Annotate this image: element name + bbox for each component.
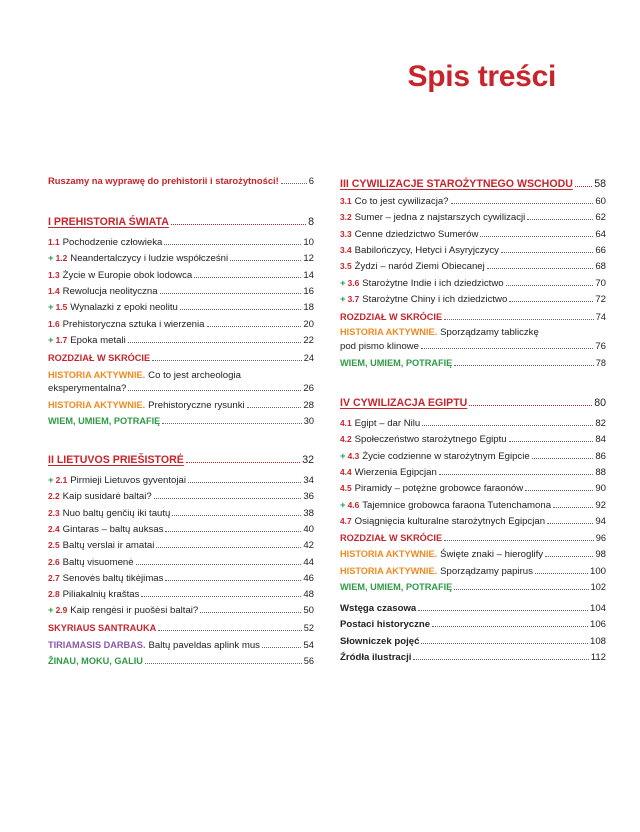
active-history-entry-4a[interactable] <box>340 548 606 561</box>
page-number: 44 <box>303 556 314 568</box>
page-number: 12 <box>303 253 314 265</box>
page-number: 96 <box>595 533 606 543</box>
dot-leader <box>164 244 301 245</box>
entry-number: 2.2 <box>48 491 60 502</box>
plus-icon: + <box>340 293 346 305</box>
dot-leader <box>418 610 588 611</box>
page-number: 84 <box>595 434 606 446</box>
entry-number: 2.9 <box>55 605 68 616</box>
entry-label: Wynalazki z epoki neolitu <box>70 302 178 314</box>
toc-entry[interactable] <box>48 252 314 265</box>
entry-number: 3.1 <box>340 196 352 206</box>
toc-entry[interactable] <box>340 260 606 273</box>
dot-leader <box>553 507 593 508</box>
entry-label: Wierzenia Egipcjan <box>354 466 437 478</box>
page-number: 66 <box>595 244 606 256</box>
entry-label: eksperymentalna? <box>48 383 127 394</box>
plus-icon: + <box>48 605 54 617</box>
page-number: 50 <box>303 605 314 617</box>
entry-label: WIEM, UMIEM, POTRAFIĘ <box>48 416 161 426</box>
entry-number: 4.4 <box>340 466 352 477</box>
entry-label: Cenne dziedzictwo Sumerów <box>354 228 479 240</box>
page-number: 72 <box>595 293 606 305</box>
page-number: 68 <box>595 261 606 273</box>
plus-icon: + <box>48 253 54 265</box>
active-history-tag: HISTORIA AKTYWNIE. <box>48 400 146 410</box>
toc-entry[interactable] <box>48 556 314 569</box>
dot-leader <box>487 268 594 269</box>
entry-number: 1.4 <box>48 285 60 296</box>
summary-label: SKYRIAUS SANTRAUKA <box>48 623 157 633</box>
page-number: 64 <box>595 228 606 240</box>
wiem-umiem-entry-3[interactable] <box>340 357 606 370</box>
wiem-umiem-entry-1[interactable] <box>48 415 314 428</box>
dot-leader <box>188 482 301 483</box>
dot-leader <box>165 531 301 532</box>
summary-label: ROZDZIAŁ W SKRÓCIE <box>48 353 151 363</box>
research-entry[interactable] <box>48 639 314 652</box>
toc-entry[interactable] <box>48 588 314 601</box>
dot-leader <box>262 647 301 648</box>
entry-label: Neandertalczycy i ludzie współcześni <box>70 253 229 265</box>
entry-label: pod pismo klinowe <box>340 341 419 352</box>
entry-label: Prehistoryczne rysunki <box>148 400 245 411</box>
dot-leader <box>422 425 593 426</box>
active-history-entry-1b[interactable] <box>48 399 314 412</box>
dot-leader <box>444 319 594 320</box>
toc-entry[interactable] <box>48 285 314 298</box>
entry-number: 3.7 <box>347 293 360 304</box>
entry-number: 1.2 <box>55 253 68 264</box>
active-history-entry-3a[interactable] <box>340 326 606 339</box>
dot-leader <box>281 183 307 184</box>
page-number: 28 <box>303 400 314 411</box>
dot-leader <box>158 630 302 631</box>
active-history-tag: HISTORIA AKTYWNIE. <box>48 370 146 380</box>
entry-label: Baltų verslai ir amatai <box>62 540 155 552</box>
entry-label: Starożytne Chiny i ich dziedzictwo <box>362 293 508 305</box>
dot-leader <box>128 390 301 391</box>
toc-entry[interactable] <box>340 293 606 306</box>
page-number: 20 <box>303 318 314 330</box>
dot-leader <box>469 405 592 406</box>
dot-leader <box>421 643 588 644</box>
toc-entry[interactable] <box>340 499 606 512</box>
toc-entry[interactable] <box>48 334 314 347</box>
dot-leader <box>171 224 306 225</box>
dot-leader <box>547 523 593 524</box>
toc-entry[interactable] <box>48 539 314 552</box>
page-number: 108 <box>589 635 606 647</box>
dot-leader <box>444 540 594 541</box>
toc-entry[interactable] <box>340 466 606 479</box>
page-number: 88 <box>595 466 606 478</box>
chapter-summary-4[interactable] <box>340 532 606 545</box>
entry-label: Społeczeństwo starożytnego Egiptu <box>354 434 507 446</box>
page-number: 38 <box>303 507 314 519</box>
entry-label: Kaip susidarė baltai? <box>62 491 152 503</box>
page-number: 112 <box>590 651 606 663</box>
chapter-summary-2[interactable] <box>48 622 314 635</box>
entry-label: Piliakalnių kraštas <box>62 589 140 601</box>
page-number: 100 <box>589 566 606 577</box>
entry-label: Co to jest cywilizacja? <box>354 196 449 207</box>
page-number: 80 <box>594 397 606 409</box>
dot-leader <box>145 663 302 664</box>
chapter-summary-1[interactable] <box>48 352 314 365</box>
dot-leader <box>207 326 302 327</box>
entry-label: Ruszamy na wyprawę do prehistorii i starożytności! <box>48 175 279 186</box>
page-number: 32 <box>302 454 314 466</box>
page-number: 92 <box>595 499 606 511</box>
entry-label: Starożytne Indie i ich dziedzictwo <box>362 277 504 289</box>
page-number: 70 <box>595 277 606 289</box>
entry-label: Prehistoryczna sztuka i wierzenia <box>62 318 205 330</box>
entry-label: Rewolucja neolityczna <box>62 285 158 297</box>
entry-label: Sporządzamy papirus <box>440 566 533 577</box>
summary-label: ROZDZIAŁ W SKRÓCIE <box>340 533 443 543</box>
active-history-tag: HISTORIA AKTYWNIE. <box>340 327 438 337</box>
section-title: III CYWILIZACJE STAROŻYTNEGO WSCHODU <box>340 178 573 190</box>
page-number: 14 <box>303 269 314 281</box>
entry-number: 4.6 <box>347 499 360 510</box>
entry-number: 3.5 <box>340 261 352 272</box>
entry-number: 2.5 <box>48 540 60 551</box>
dot-leader <box>180 309 301 310</box>
entry-label: Wstęga czasowa <box>340 603 417 614</box>
chapter-summary-3[interactable] <box>340 311 606 324</box>
toc-entry[interactable] <box>48 301 314 314</box>
entry-label: Egipt – dar Nilu <box>354 418 421 429</box>
dot-leader <box>128 342 302 343</box>
entry-label: WIEM, UMIEM, POTRAFIĘ <box>340 582 453 592</box>
entry-label: Baltų visuomenė <box>62 556 134 568</box>
entry-number: 4.7 <box>340 515 352 526</box>
toc-entry[interactable] <box>340 450 606 463</box>
plus-icon: + <box>340 499 346 511</box>
entry-label: WIEM, UMIEM, POTRAFIĘ <box>340 358 453 368</box>
entry-label: Co to jest archeologia <box>148 370 241 381</box>
toc-entry[interactable] <box>48 474 314 487</box>
summary-label: ROZDZIAŁ W SKRÓCIE <box>340 312 443 322</box>
page-number: 30 <box>303 416 314 426</box>
entry-label: Gintaras – baltų auksas <box>62 523 164 535</box>
entry-number: 4.5 <box>340 483 352 494</box>
entry-number: 1.3 <box>48 269 60 280</box>
active-history-entry-4b[interactable] <box>340 565 606 578</box>
dot-leader <box>439 474 594 475</box>
entry-label: Pochodzenie człowieka <box>62 237 163 248</box>
toc-entry[interactable] <box>340 515 606 528</box>
entry-number: 1.7 <box>55 334 68 345</box>
page-number: 86 <box>595 450 606 462</box>
page-number: 78 <box>595 358 606 368</box>
plus-icon: + <box>340 277 346 289</box>
dot-leader <box>545 556 593 557</box>
dot-leader <box>194 277 301 278</box>
dot-leader <box>527 219 593 220</box>
page-title: Spis treści <box>407 60 556 93</box>
entry-number: 4.2 <box>340 434 352 445</box>
toc-entry[interactable] <box>48 507 314 520</box>
page-number: 22 <box>303 334 314 346</box>
dot-leader <box>136 564 302 565</box>
toc-entry[interactable] <box>340 417 606 430</box>
entry-number: 2.3 <box>48 507 60 518</box>
entry-number: 1.6 <box>48 318 60 329</box>
active-history-entry-1a-cont[interactable] <box>48 382 314 395</box>
dot-leader <box>432 626 588 627</box>
dot-leader <box>509 301 593 302</box>
dot-leader <box>141 596 301 597</box>
wiem-umiem-entry-4[interactable] <box>340 581 606 594</box>
page-number: 102 <box>590 582 606 592</box>
dot-leader <box>160 293 302 294</box>
toc-entry[interactable] <box>340 228 606 241</box>
entry-label: Żydzi – naród Ziemi Obiecanej <box>354 261 485 273</box>
toc-entry-intro[interactable] <box>48 174 314 187</box>
dot-leader <box>165 580 301 581</box>
dot-leader <box>154 498 302 499</box>
entry-label: Baltų paveldas aplink mus <box>148 640 260 651</box>
toc-entry[interactable] <box>340 195 606 208</box>
toc-entry[interactable] <box>48 523 314 536</box>
entry-label: Słowniczek pojęć <box>340 635 420 647</box>
page-number: 54 <box>303 640 314 651</box>
page-number: 48 <box>303 589 314 601</box>
entry-label: Postaci historyczne <box>340 619 431 631</box>
entry-number: 2.1 <box>55 475 68 485</box>
dot-leader <box>535 573 588 574</box>
page-number: 46 <box>303 572 314 584</box>
dot-leader <box>454 365 593 366</box>
toc-entry[interactable] <box>340 482 606 495</box>
appendix-entry[interactable] <box>340 618 606 631</box>
page-number: 90 <box>595 483 606 495</box>
entry-label: Kaip rengėsi ir puošėsi baltai? <box>70 605 199 617</box>
page-number: 106 <box>589 619 606 631</box>
dot-leader <box>480 236 593 237</box>
entry-label: Życie codzienne w starożytnym Egipcie <box>362 450 530 462</box>
entry-number: 1.1 <box>48 237 60 247</box>
page-number: 82 <box>595 418 606 429</box>
toc-entry[interactable] <box>340 433 606 446</box>
dot-leader <box>162 423 301 424</box>
entry-label: Życie w Europie obok lodowca <box>62 269 193 281</box>
appendix-entry[interactable] <box>340 635 606 648</box>
dot-leader <box>200 612 301 613</box>
page-number: 52 <box>303 623 314 633</box>
dot-leader <box>156 547 301 548</box>
entry-number: 4.3 <box>347 450 360 461</box>
dot-leader <box>451 203 594 204</box>
toc-entry[interactable] <box>48 318 314 331</box>
page-number: 36 <box>303 491 314 503</box>
entry-label: Babilończycy, Hetyci i Asyryjczycy <box>354 244 499 256</box>
toc-entry[interactable] <box>48 490 314 503</box>
dot-leader <box>575 186 592 187</box>
active-history-entry-1a[interactable] <box>48 369 314 382</box>
page-number: 8 <box>308 216 314 228</box>
entry-number: 3.4 <box>340 244 352 255</box>
page-number: 74 <box>595 312 606 322</box>
page-number: 62 <box>595 212 606 224</box>
entry-label: Sporządzamy tabliczkę <box>440 327 539 338</box>
entry-label: Osiągnięcia kulturalne starożytnych Egipcjan <box>354 515 546 527</box>
page-number: 24 <box>303 353 314 363</box>
entry-label: Źródła ilustracji <box>340 651 412 663</box>
page-number: 104 <box>589 603 606 614</box>
page-number: 60 <box>595 196 606 207</box>
dot-leader <box>186 462 300 463</box>
entry-number: 2.8 <box>48 589 60 600</box>
dot-leader <box>509 441 594 442</box>
active-history-tag: HISTORIA AKTYWNIE. <box>340 549 438 559</box>
section-title: IV CYWILIZACJA EGIPTU <box>340 397 468 409</box>
appendix-entry[interactable] <box>340 651 606 664</box>
entry-number: 3.3 <box>340 228 352 239</box>
plus-icon: + <box>340 450 346 462</box>
dot-leader <box>152 360 302 361</box>
toc-entry[interactable] <box>340 277 606 290</box>
section-title: I PREHISTORIA ŚWIATA <box>48 216 169 228</box>
plus-icon: + <box>48 302 54 314</box>
page-number: 26 <box>303 383 314 394</box>
zinau-moku-entry[interactable] <box>48 655 314 668</box>
entry-label: Święte znaki – hieroglify <box>440 549 544 560</box>
appendix-entry[interactable] <box>340 602 606 615</box>
page-number: 10 <box>303 237 314 248</box>
toc-entry[interactable] <box>340 211 606 224</box>
section-heading-2[interactable] <box>48 454 314 467</box>
entry-number: 1.5 <box>55 302 68 313</box>
dot-leader <box>413 659 588 660</box>
page-number: 98 <box>595 549 606 560</box>
dot-leader <box>525 490 593 491</box>
toc-entry[interactable] <box>48 269 314 282</box>
entry-number: 3.6 <box>347 277 360 288</box>
toc-entry[interactable] <box>48 236 314 249</box>
entry-label: Pirmieji Lietuvos gyventojai <box>70 475 186 486</box>
section-heading-1[interactable] <box>48 216 314 229</box>
entry-number: 2.4 <box>48 523 60 534</box>
toc-entry[interactable] <box>340 244 606 257</box>
dot-leader <box>247 407 302 408</box>
dot-leader <box>230 260 301 261</box>
active-history-entry-3a-cont[interactable] <box>340 340 606 353</box>
entry-number: 3.2 <box>340 212 352 223</box>
page-number: 16 <box>303 285 314 297</box>
research-tag: TIRIAMASIS DARBAS. <box>48 640 146 650</box>
section-heading-3[interactable] <box>340 178 606 191</box>
section-heading-4[interactable] <box>340 397 606 410</box>
entry-number: 2.7 <box>48 572 60 583</box>
dot-leader <box>506 285 594 286</box>
page-number: 76 <box>595 341 606 352</box>
entry-label: ŽINAU, MOKU, GALIU <box>48 656 143 666</box>
page-number: 6 <box>308 175 314 186</box>
section-title: II LIETUVOS PRIEŠISTORĖ <box>48 454 184 466</box>
dot-leader <box>421 348 593 349</box>
entry-label: Tajemnice grobowca faraona Tutenchamona <box>362 499 552 511</box>
plus-icon: + <box>48 334 54 346</box>
toc-entry[interactable] <box>48 572 314 585</box>
dot-leader <box>532 458 594 459</box>
entry-number: 2.6 <box>48 556 60 567</box>
entry-label: Epoka metali <box>70 334 126 346</box>
page-number: 42 <box>303 540 314 552</box>
entry-label: Senovės baltų tikėjimas <box>62 572 164 584</box>
dot-leader <box>501 252 593 253</box>
entry-number: 4.1 <box>340 418 352 428</box>
page-number: 40 <box>303 523 314 535</box>
page-number: 94 <box>595 515 606 527</box>
toc-entry[interactable] <box>48 604 314 617</box>
entry-label: Sumer – jedna z najstarszych cywilizacji <box>354 212 526 224</box>
active-history-tag: HISTORIA AKTYWNIE. <box>340 566 438 576</box>
plus-icon: + <box>48 475 54 486</box>
dot-leader <box>454 589 588 590</box>
entry-label: Nuo baltų genčių iki tautų <box>62 507 171 519</box>
page-number: 18 <box>303 302 314 314</box>
entry-label: Piramidy – potężne grobowce faraonów <box>354 483 524 495</box>
page-number: 34 <box>303 475 314 486</box>
dot-leader <box>172 515 301 516</box>
page-number: 56 <box>303 656 314 666</box>
page-number: 58 <box>594 178 606 190</box>
